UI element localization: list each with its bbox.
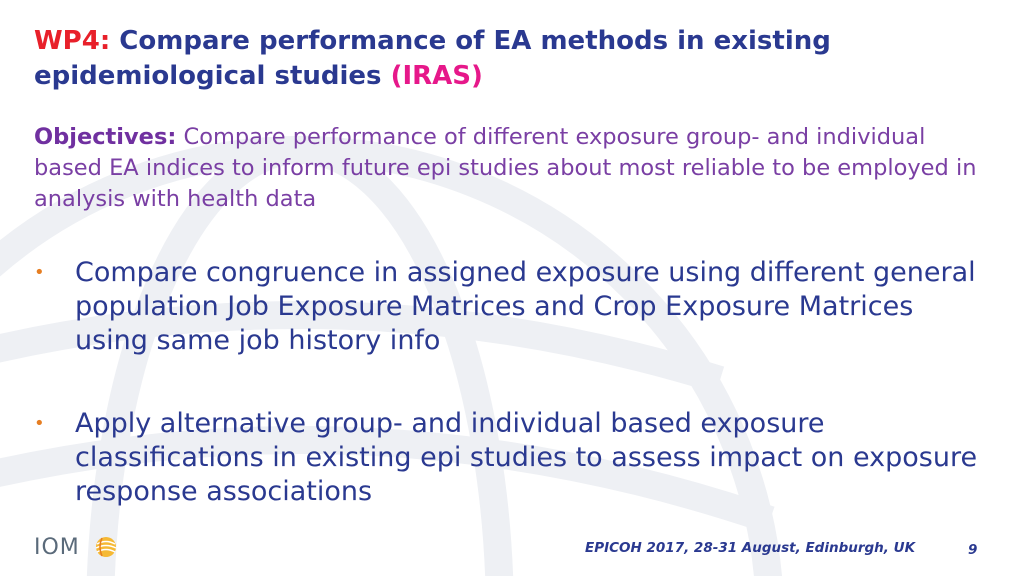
page-number: 9 (968, 542, 978, 558)
bullet-marker: • (34, 262, 45, 283)
title-main: Compare performance of EA methods in existing epidemiological studies (34, 26, 831, 91)
logo-text: IOM (34, 535, 80, 560)
logo-globe-icon (94, 535, 118, 559)
title-prefix: WP4: (34, 26, 111, 56)
bullet-item (34, 407, 984, 509)
objectives-label: Objectives: (34, 124, 177, 150)
title-suffix: (IRAS) (390, 61, 483, 91)
bullet-item (34, 256, 984, 358)
footer-text: EPICOH 2017, 28-31 August, Edinburgh, UK (585, 540, 916, 556)
slide-title (34, 24, 984, 94)
objectives-paragraph (34, 122, 984, 215)
iom-logo (34, 533, 124, 563)
objectives-text: Compare performance of different exposure group- and individual based EA indices to inform future epi studies about most reliable to be employed in analysis with health data (34, 124, 977, 212)
bullet-list (34, 256, 984, 509)
bullet-text: Compare congruence in assigned exposure using different general population Job Exposure Matrices and Crop Exposure Matrices using same job history info (75, 257, 976, 356)
bullet-text: Apply alternative group- and individual based exposure classifications in existing epi studies to assess impact on exposure response associations (75, 408, 978, 507)
bullet-marker: • (34, 413, 45, 434)
